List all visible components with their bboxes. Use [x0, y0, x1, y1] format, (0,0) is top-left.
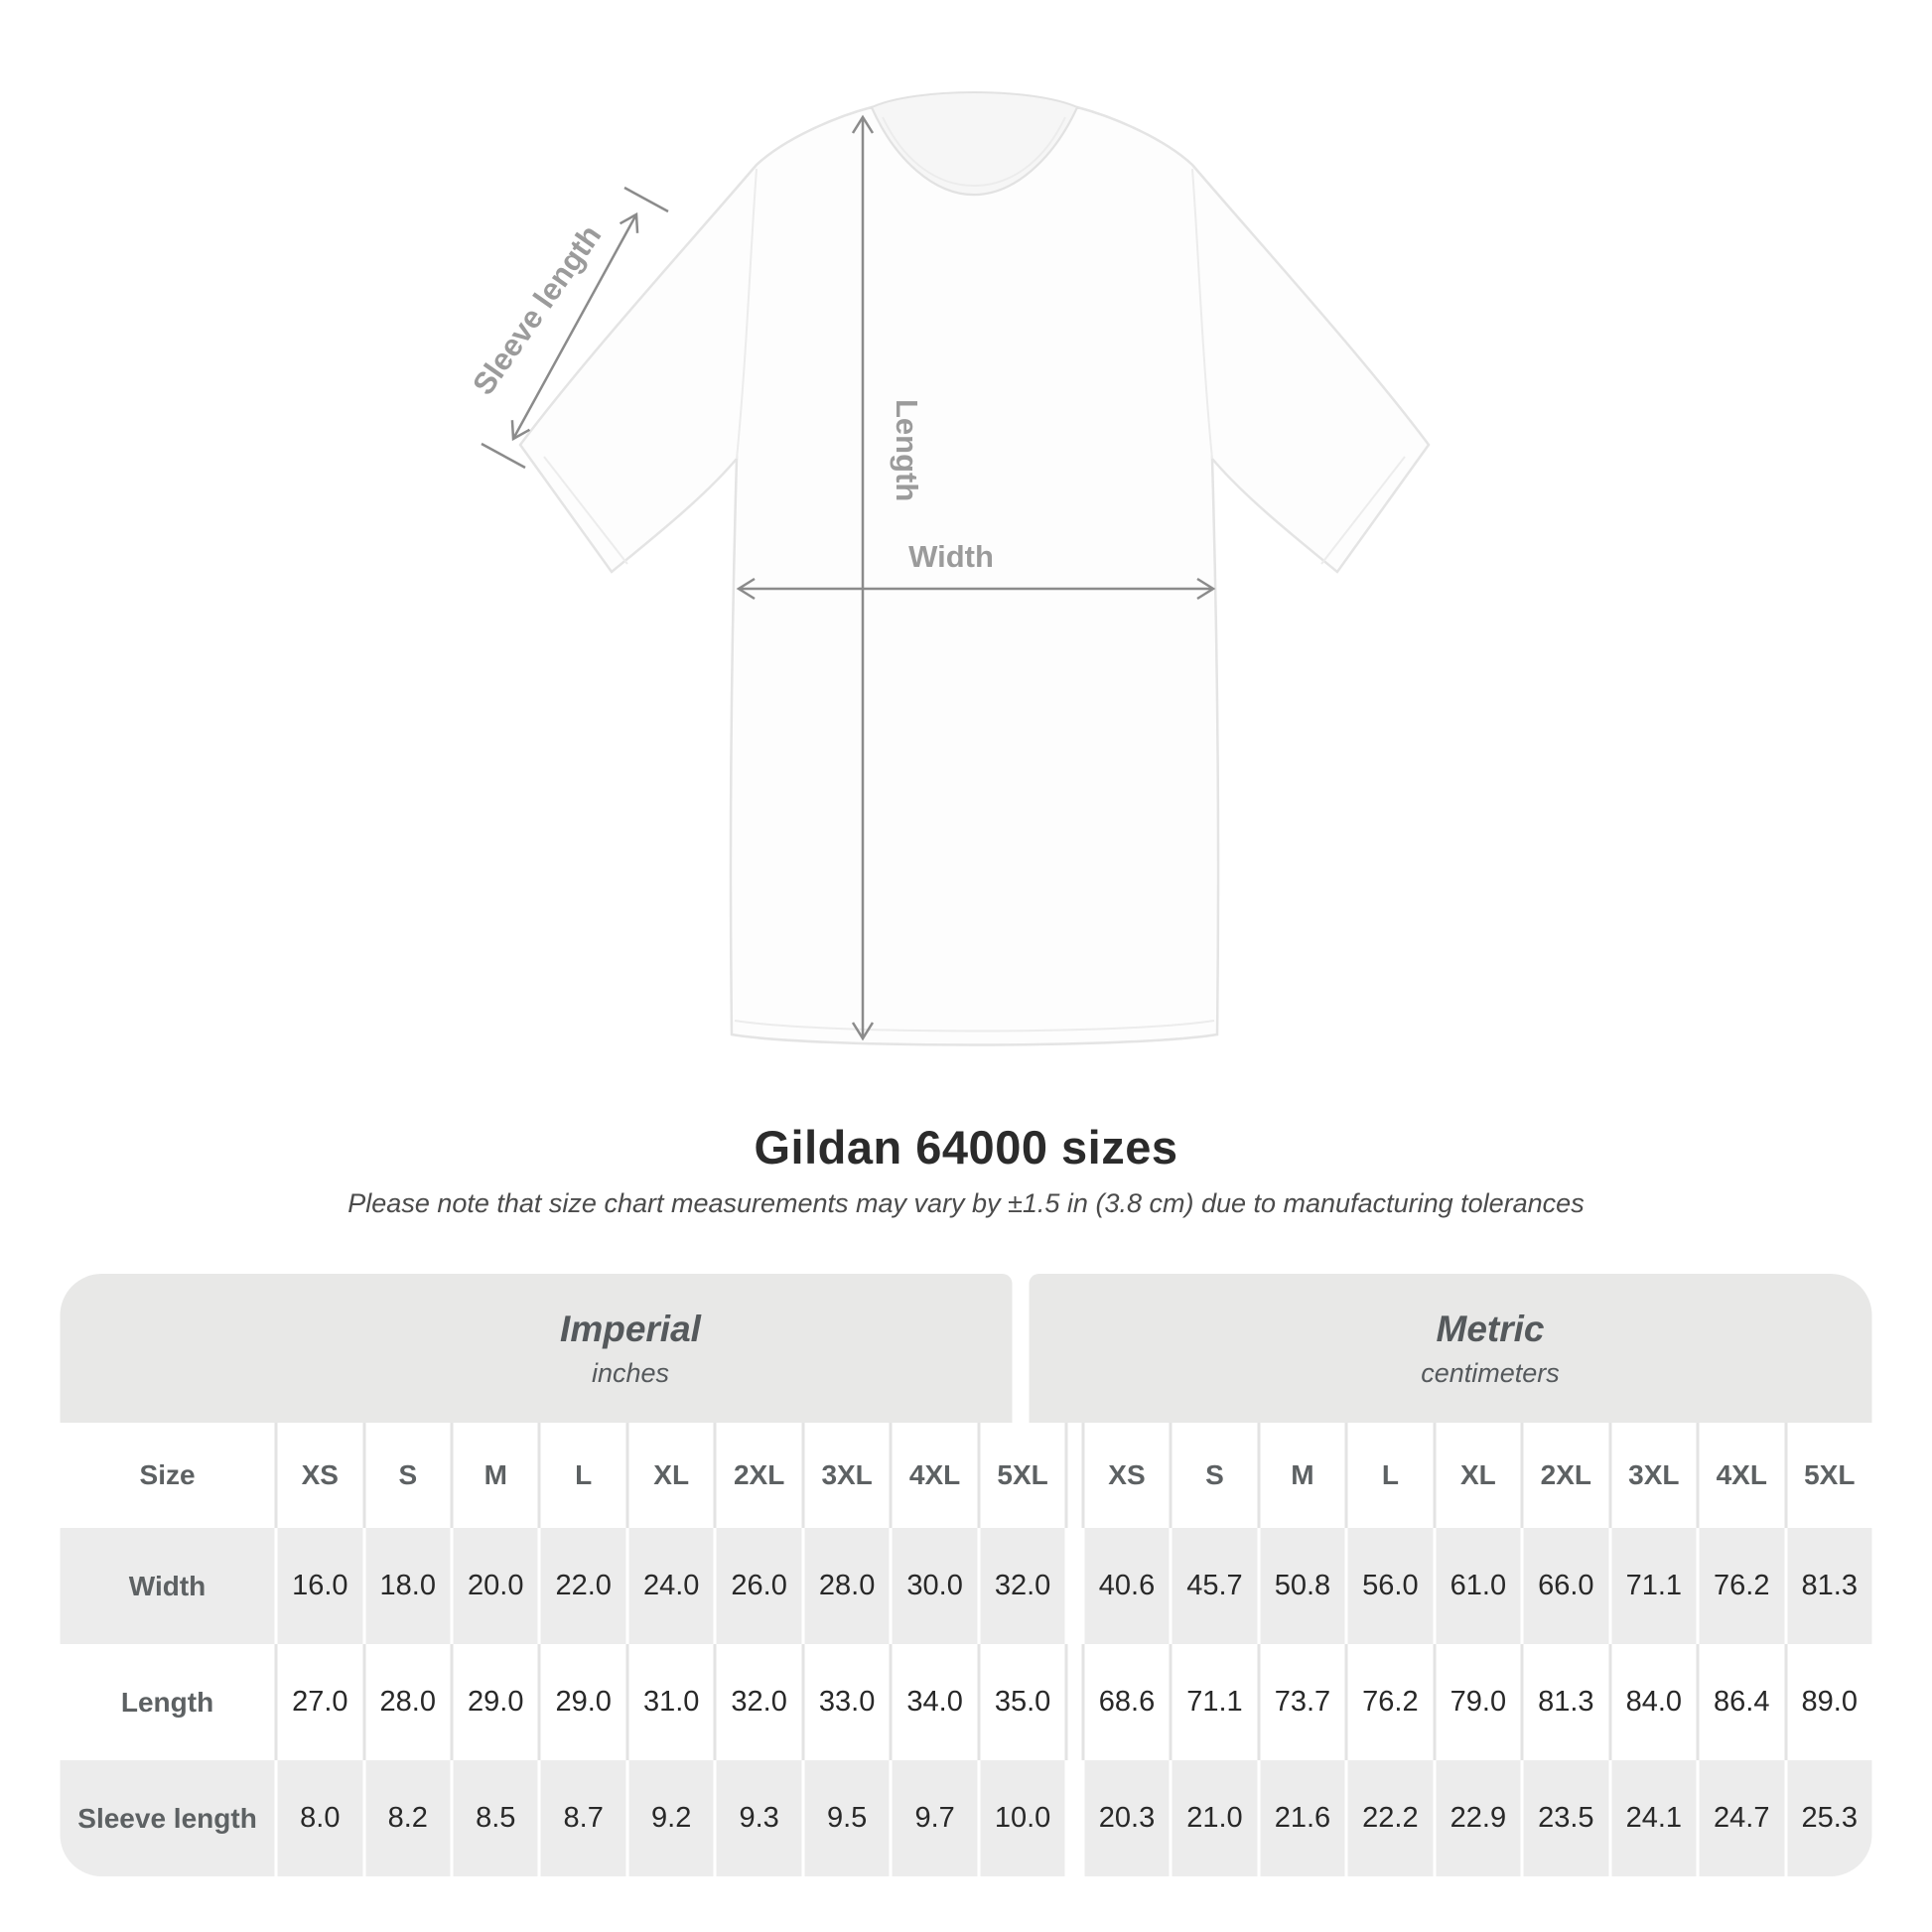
size-col-header: XS — [1084, 1423, 1169, 1528]
measurement-value: 89.0 — [1787, 1644, 1871, 1760]
measurement-value: 81.3 — [1524, 1644, 1608, 1760]
size-col-header: L — [541, 1423, 625, 1528]
imperial-header — [61, 1274, 1013, 1423]
measurement-value: 66.0 — [1524, 1528, 1608, 1644]
measurement-value: 76.2 — [1700, 1528, 1784, 1644]
measurement-value: 21.0 — [1173, 1760, 1257, 1876]
measurement-value: 86.4 — [1700, 1644, 1784, 1760]
tshirt-body — [520, 107, 1429, 1045]
measurement-value: 34.0 — [893, 1644, 977, 1760]
measurement-value: 81.3 — [1787, 1528, 1871, 1644]
measurement-value: 9.2 — [628, 1760, 713, 1876]
measurement-value: 23.5 — [1524, 1760, 1608, 1876]
measurement-value: 32.0 — [980, 1528, 1064, 1644]
measurement-value: 10.0 — [980, 1760, 1064, 1876]
measurement-value: 32.0 — [717, 1644, 801, 1760]
measurement-value: 24.0 — [628, 1528, 713, 1644]
measurement-value: 35.0 — [980, 1644, 1064, 1760]
tolerance-note: Please note that size chart measurements may vary by ±1.5 in (3.8 cm) due to manufacturing tolerances — [347, 1188, 1585, 1218]
metric-title: Metric — [1436, 1308, 1545, 1349]
measurement-value: 28.0 — [804, 1528, 889, 1644]
measurement-value: 33.0 — [804, 1644, 889, 1760]
size-header-row — [61, 1423, 1872, 1528]
sleeve-end-tick — [624, 188, 668, 211]
size-col-header: XL — [628, 1423, 713, 1528]
page-title: Gildan 64000 sizes — [754, 1121, 1178, 1173]
unit-band — [61, 1274, 1872, 1423]
measurement-value: 8.7 — [541, 1760, 625, 1876]
size-col-header: L — [1348, 1423, 1433, 1528]
measurement-value: 56.0 — [1348, 1528, 1433, 1644]
measurement-value: 71.1 — [1611, 1528, 1696, 1644]
measurement-value: 18.0 — [365, 1528, 450, 1644]
measurement-value: 30.0 — [893, 1528, 977, 1644]
size-col-header: XL — [1436, 1423, 1520, 1528]
measurement-value: 27.0 — [278, 1644, 362, 1760]
row-label: Sleeve length — [61, 1760, 275, 1876]
measurement-value: 9.7 — [893, 1760, 977, 1876]
metric-header — [1030, 1274, 1872, 1423]
measurement-value: 26.0 — [717, 1528, 801, 1644]
column-spacer — [1068, 1423, 1081, 1528]
size-col-header: 2XL — [1524, 1423, 1608, 1528]
measurement-value: 61.0 — [1436, 1528, 1520, 1644]
measurement-value: 22.9 — [1436, 1760, 1520, 1876]
size-col-header: M — [454, 1423, 538, 1528]
measurement-value: 8.5 — [454, 1760, 538, 1876]
size-col-header: XS — [278, 1423, 362, 1528]
measurement-value: 22.2 — [1348, 1760, 1433, 1876]
size-col-header: M — [1260, 1423, 1344, 1528]
measurement-value: 68.6 — [1084, 1644, 1169, 1760]
measurement-value: 29.0 — [541, 1644, 625, 1760]
measurement-value: 24.7 — [1700, 1760, 1784, 1876]
measurement-value: 16.0 — [278, 1528, 362, 1644]
column-spacer — [1068, 1644, 1081, 1760]
width-label: Width — [908, 539, 994, 574]
size-col-header: 4XL — [1700, 1423, 1784, 1528]
column-spacer — [1068, 1760, 1081, 1876]
imperial-title: Imperial — [560, 1308, 701, 1349]
measurement-value: 22.0 — [541, 1528, 625, 1644]
measurement-value: 25.3 — [1787, 1760, 1871, 1876]
measurement-value: 9.3 — [717, 1760, 801, 1876]
size-col-header: S — [1173, 1423, 1257, 1528]
measurement-value: 79.0 — [1436, 1644, 1520, 1760]
size-table — [61, 1274, 1872, 1876]
width-row — [61, 1528, 1872, 1644]
measurement-value: 29.0 — [454, 1644, 538, 1760]
size-col-header: 3XL — [804, 1423, 889, 1528]
size-col-header: S — [365, 1423, 450, 1528]
size-col-header: 3XL — [1611, 1423, 1696, 1528]
measurement-value: 76.2 — [1348, 1644, 1433, 1760]
column-spacer — [1068, 1528, 1081, 1644]
measurement-value: 50.8 — [1260, 1528, 1344, 1644]
size-col-header: 5XL — [980, 1423, 1064, 1528]
measurement-value: 21.6 — [1260, 1760, 1344, 1876]
size-col-header: 4XL — [893, 1423, 977, 1528]
size-col-header: 2XL — [717, 1423, 801, 1528]
measurement-value: 8.0 — [278, 1760, 362, 1876]
imperial-unit: inches — [591, 1357, 670, 1388]
measurement-value: 31.0 — [628, 1644, 713, 1760]
measurement-value: 84.0 — [1611, 1644, 1696, 1760]
measurement-value: 24.1 — [1611, 1760, 1696, 1876]
length-row — [61, 1644, 1872, 1760]
measurement-value: 40.6 — [1084, 1528, 1169, 1644]
measurement-value: 28.0 — [365, 1644, 450, 1760]
sleeve-length-row — [61, 1760, 1872, 1876]
measurement-value: 20.0 — [454, 1528, 538, 1644]
measurement-value: 9.5 — [804, 1760, 889, 1876]
row-label: Width — [61, 1528, 275, 1644]
measurement-value: 71.1 — [1173, 1644, 1257, 1760]
measurement-value: 45.7 — [1173, 1528, 1257, 1644]
metric-unit: centimeters — [1421, 1357, 1560, 1388]
measurement-value: 8.2 — [365, 1760, 450, 1876]
size-col-header: 5XL — [1787, 1423, 1871, 1528]
sleeve-length-label: Sleeve length — [466, 218, 609, 402]
measurement-value: 73.7 — [1260, 1644, 1344, 1760]
sleeve-end-tick — [482, 444, 525, 468]
size-column-title: Size — [61, 1423, 275, 1528]
length-label: Length — [890, 399, 924, 502]
row-label: Length — [61, 1644, 275, 1760]
measurement-value: 20.3 — [1084, 1760, 1169, 1876]
title-block — [0, 1120, 1932, 1219]
